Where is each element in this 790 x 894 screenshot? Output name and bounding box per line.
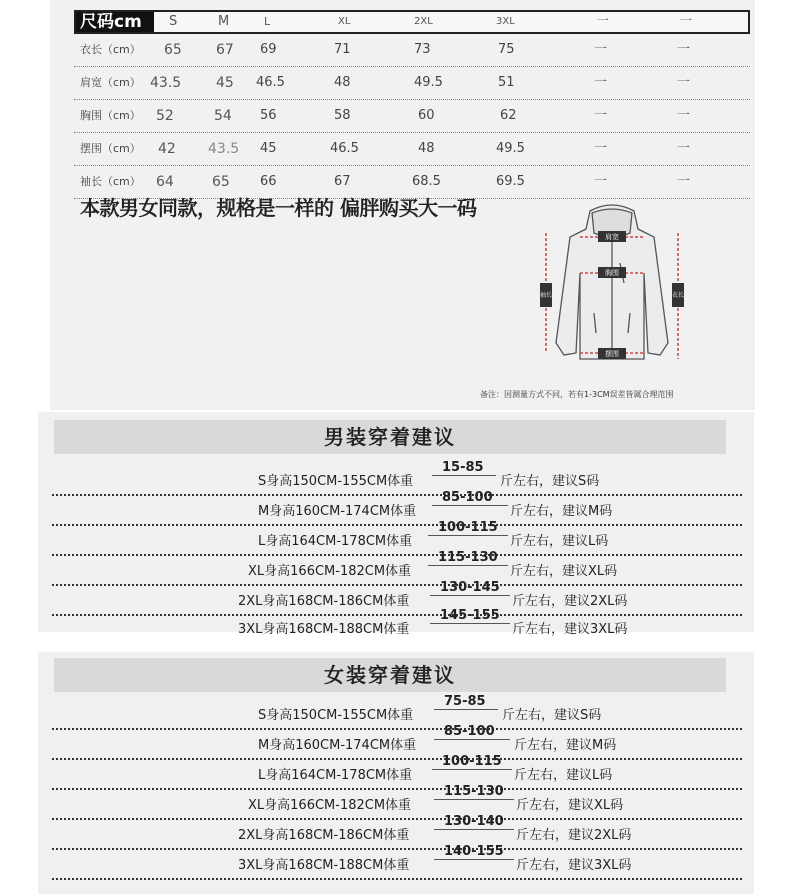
size-table bbox=[74, 10, 750, 199]
table-cell: 46.5 bbox=[330, 141, 359, 156]
table-cell: 68.5 bbox=[412, 174, 441, 189]
height-weight-text: XL身高166CM-182CM体重 bbox=[248, 798, 412, 813]
table-cell: 58 bbox=[334, 108, 351, 123]
table-cell: 43.5 bbox=[208, 141, 240, 157]
row-label: 胸围（cm） bbox=[80, 109, 141, 122]
table-cell: 60 bbox=[418, 108, 435, 123]
table-cell: 一 bbox=[594, 42, 608, 57]
size-suggestion: 斤左右，建议XL码 bbox=[510, 564, 618, 579]
weight-range: 85-100 bbox=[442, 490, 493, 505]
size-suggestion: 斤左右，建议3XL码 bbox=[516, 858, 632, 873]
height-weight-text: L身高164CM-178CM体重 bbox=[258, 768, 413, 783]
chest-label: 胸围 bbox=[605, 269, 619, 277]
jacket-measurement-diagram bbox=[522, 203, 702, 383]
height-weight-text: S身高150CM-155CM体重 bbox=[258, 474, 414, 489]
women-recommendation-panel bbox=[38, 652, 754, 894]
row-label: 肩宽（cm） bbox=[80, 76, 141, 89]
shoulder-label: 肩宽 bbox=[605, 233, 619, 241]
weight-range: 115-130 bbox=[444, 784, 504, 799]
size-column-header: 一 bbox=[679, 14, 693, 29]
table-cell: 62 bbox=[500, 108, 517, 123]
size-table-header bbox=[74, 10, 750, 34]
weight-range: 115-130 bbox=[438, 550, 498, 565]
table-row bbox=[74, 100, 750, 133]
height-weight-text: S身高150CM-155CM体重 bbox=[258, 708, 414, 723]
weight-range: 145-155 bbox=[440, 608, 500, 623]
table-cell: 52 bbox=[156, 108, 174, 124]
height-weight-text: 3XL身高168CM-188CM体重 bbox=[238, 622, 410, 637]
table-cell: 45 bbox=[216, 75, 234, 91]
height-weight-text: 2XL身高168CM-186CM体重 bbox=[238, 594, 410, 609]
table-cell: 一 bbox=[594, 141, 608, 156]
table-cell: 56 bbox=[260, 108, 277, 123]
list-item bbox=[52, 490, 742, 526]
list-item bbox=[52, 608, 742, 642]
weight-underline bbox=[430, 595, 510, 596]
list-item bbox=[52, 754, 742, 790]
length-label: 衣长 bbox=[671, 292, 685, 299]
size-suggestion: 斤左右，建议XL码 bbox=[516, 798, 624, 813]
women-recommendation-title: 女装穿着建议 bbox=[54, 658, 726, 692]
height-weight-text: 2XL身高168CM-186CM体重 bbox=[238, 828, 410, 843]
table-cell: 45 bbox=[260, 141, 277, 156]
table-cell: 67 bbox=[216, 42, 234, 58]
table-cell: 48 bbox=[334, 75, 351, 90]
size-suggestion: 斤左右，建议M码 bbox=[510, 504, 613, 519]
list-item bbox=[52, 550, 742, 586]
height-weight-text: XL身高166CM-182CM体重 bbox=[248, 564, 412, 579]
weight-range: 100-115 bbox=[438, 520, 498, 535]
table-cell: 49.5 bbox=[414, 75, 443, 90]
weight-underline bbox=[434, 859, 514, 860]
weight-underline bbox=[432, 505, 508, 506]
size-column-header: 一 bbox=[596, 14, 610, 29]
weight-range: 140-155 bbox=[444, 844, 504, 859]
table-cell: 48 bbox=[418, 141, 435, 156]
table-cell: 51 bbox=[498, 75, 515, 90]
height-weight-text: 3XL身高168CM-188CM体重 bbox=[238, 858, 410, 873]
table-cell: 69 bbox=[260, 42, 277, 57]
height-weight-text: M身高160CM-174CM体重 bbox=[258, 738, 417, 753]
weight-range: 100-115 bbox=[442, 754, 502, 769]
same-style-note: 本款男女同款，规格是一样的 偏胖购买大一码 bbox=[80, 196, 477, 220]
weight-range: 130-145 bbox=[440, 580, 500, 595]
table-cell: 54 bbox=[214, 108, 232, 124]
table-row bbox=[74, 133, 750, 166]
weight-range: 75-85 bbox=[444, 694, 486, 709]
weight-underline bbox=[434, 739, 510, 740]
measurement-footnote: 备注：因测量方式不同，若有1-3CM误差皆属合理范围 bbox=[480, 390, 674, 399]
sleeve-label: 袖长 bbox=[539, 292, 553, 299]
list-item bbox=[52, 520, 742, 556]
row-label: 衣长（cm） bbox=[80, 43, 141, 56]
table-cell: 一 bbox=[594, 174, 608, 189]
size-header-label: 尺码cm bbox=[76, 12, 154, 32]
table-cell: 71 bbox=[334, 42, 351, 57]
table-cell: 66 bbox=[260, 174, 277, 189]
size-column-header: 3XL bbox=[496, 16, 515, 27]
size-suggestion: 斤左右，建议3XL码 bbox=[512, 622, 628, 637]
height-weight-text: L身高164CM-178CM体重 bbox=[258, 534, 413, 549]
size-column-header: XL bbox=[338, 16, 351, 27]
table-cell: 42 bbox=[158, 141, 176, 157]
size-suggestion: 斤左右，建议S码 bbox=[502, 708, 602, 723]
table-cell: 一 bbox=[677, 42, 691, 57]
weight-range: 130-140 bbox=[444, 814, 504, 829]
weight-range: 85-100 bbox=[444, 724, 495, 739]
list-item bbox=[52, 460, 742, 496]
size-suggestion: 斤左右，建议2XL码 bbox=[516, 828, 632, 843]
weight-underline bbox=[432, 769, 512, 770]
table-cell: 64 bbox=[156, 174, 174, 190]
weight-underline bbox=[428, 535, 508, 536]
table-cell: 一 bbox=[677, 174, 691, 189]
list-item bbox=[52, 694, 742, 730]
height-weight-text: M身高160CM-174CM体重 bbox=[258, 504, 417, 519]
table-cell: 65 bbox=[212, 174, 230, 190]
list-item bbox=[52, 844, 742, 880]
weight-underline bbox=[434, 829, 514, 830]
men-recommendation-panel bbox=[38, 412, 754, 637]
row-label: 袖长（cm） bbox=[80, 175, 141, 188]
weight-underline bbox=[434, 799, 514, 800]
table-cell: 一 bbox=[677, 141, 691, 156]
list-item bbox=[52, 724, 742, 760]
table-cell: 一 bbox=[594, 75, 608, 90]
table-cell: 一 bbox=[677, 75, 691, 90]
table-cell: 67 bbox=[334, 174, 351, 189]
row-label: 摆围（cm） bbox=[80, 142, 141, 155]
table-cell: 49.5 bbox=[496, 141, 525, 156]
table-row bbox=[74, 34, 750, 67]
size-suggestion: 斤左右，建议2XL码 bbox=[512, 594, 628, 609]
table-cell: 一 bbox=[677, 108, 691, 123]
size-suggestion: 斤左右，建议L码 bbox=[514, 768, 613, 783]
hem-label: 摆围 bbox=[605, 350, 619, 358]
table-cell: 46.5 bbox=[256, 75, 285, 90]
weight-underline bbox=[430, 623, 510, 624]
jacket-outline bbox=[556, 205, 668, 359]
weight-underline bbox=[428, 565, 508, 566]
size-column-header: S bbox=[169, 14, 178, 29]
size-column-header: L bbox=[264, 15, 271, 28]
size-column-header: 2XL bbox=[414, 16, 433, 27]
table-cell: 一 bbox=[594, 108, 608, 123]
weight-range: 15-85 bbox=[442, 460, 484, 475]
size-suggestion: 斤左右，建议M码 bbox=[514, 738, 617, 753]
weight-underline bbox=[434, 709, 498, 710]
size-column-header: M bbox=[218, 14, 230, 29]
table-cell: 73 bbox=[414, 42, 431, 57]
table-cell: 75 bbox=[498, 42, 515, 57]
list-item bbox=[52, 784, 742, 820]
men-recommendation-title: 男装穿着建议 bbox=[54, 420, 726, 454]
table-cell: 65 bbox=[164, 42, 182, 58]
size-suggestion: 斤左右，建议S码 bbox=[500, 474, 600, 489]
table-cell: 43.5 bbox=[150, 75, 182, 91]
size-suggestion: 斤左右，建议L码 bbox=[510, 534, 609, 549]
table-cell: 69.5 bbox=[496, 174, 525, 189]
list-item bbox=[52, 814, 742, 850]
table-row bbox=[74, 67, 750, 100]
weight-underline bbox=[432, 475, 496, 476]
